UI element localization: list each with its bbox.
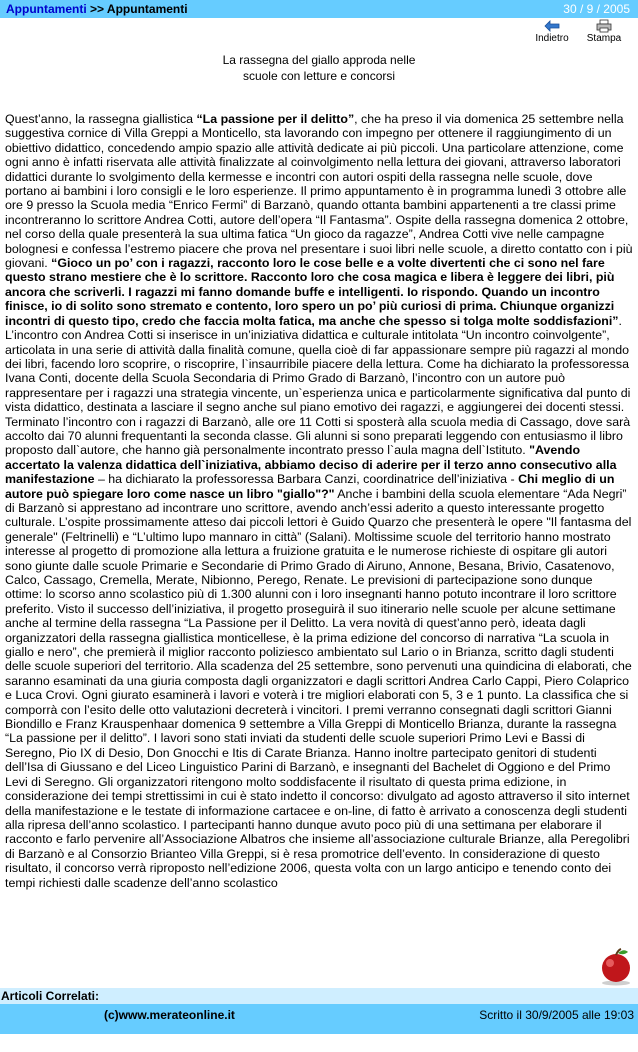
- breadcrumb: [6, 0, 188, 18]
- article-text: . L’incontro con Andrea Cotti si inserisce in un’iniziativa didattica e culturale intitolata “Un incontro coinvolgente”, articolata in una serie di attività dalla finalità comune, quella cioè di far appassionare sempre più ragazzi al mondo dei libri, facendo loro scoprire, o riscoprire, l`insaurribile piacere della lettura. Come ha dichiarato la professoressa Ivana Conti, docente della Scuola Secondaria di Primo Grado di Barzanò, l’incontro con un autore può rappresentare per i ragazzi una strategia vincente, un`esperienza unica e particolarmente significativa dal punto di vista didattico, destinata a lasciare il segno anche sul piano emotivo dei ragazzi, e aggiungerei dei docenti stessi. Terminato l’incontro con i ragazzi di Barzanò, alle ore 11 Cotti si sposterà alla scuola media di Cassago, dove sarà accolto dai 70 alunni frequentanti la seconda classe. Gli alunni si sono preparati leggendo con entusiasmo il libro proposto dall`autore, che hanno già personalmente incontrato presso l`aula magna dell`Istituto.: [5, 313, 631, 458]
- article-title-line-1: La rassegna del giallo approda nelle: [222, 53, 416, 67]
- article-quote: “La passione per il delitto”: [196, 112, 355, 126]
- article-toolbar: [530, 18, 630, 50]
- article-quote: "Avendo accertato la valenza didattica dell`iniziativa, abbiamo deciso di aderire per il terzo anno consecutivo alla manifestazione: [5, 443, 617, 487]
- article-title: [0, 52, 638, 84]
- related-articles-label: Articoli Correlati:: [1, 989, 100, 1003]
- header-date: 30 / 9 / 2005: [563, 2, 630, 16]
- article-text: – ha dichiarato la professoressa Barbara Canzi, coordinatrice dell’iniziativa -: [94, 472, 519, 487]
- print-button[interactable]: [582, 18, 626, 45]
- article-text: Quest’anno, la rassegna giallistica: [5, 112, 197, 126]
- footer-site[interactable]: (c)www.merateonline.it: [104, 1008, 235, 1022]
- back-label: Indietro: [535, 33, 569, 44]
- breadcrumb-separator: >>: [90, 2, 105, 16]
- article-text: Anche i bambini della scuola elementare “Ada Negri” di Barzanò si apprestano ad incontrare uno scrittore, avendo anch’essi aderito a questo interessante progetto culturale. L’ospite prossimamente atteso dai piccoli lettori è Guido Quarzo che presenterà le opere "Il fantasma del generale" (Feltrinelli) e “L’ultimo lupo mannaro in città” (Salani). Moltissime scuole del territorio hanno mostrato interesse al progetto di promozione alla lettura a fruizione gratuita e le numerose richieste di ospitare gli autori sono giunte dalle scuole Primarie e Secondarie di Primo Grado di Airuno, Annone, Besana, Brivio, Casatenovo, Calco, Cassago, Cremella, Merate, Nibionno, Perego, Renate. Le previsioni di partecipazione sono dunque ottime: lo scorso anno scolastico più di 1.300 alunni con i loro insegnanti hanno potuto incontrare il loro scrittore preferito. Visto il successo dell’iniziativa, il progetto proseguirà il suo itinerario nelle scuole per alcune settimane anche al termine della rassegna “La Passione per il Delitto. La vera novità di quest’anno però, ideata dagli organizzatori della rassegna giallistica monticellese, è la prima edizione del concorso di narrativa “La scuola in giallo e nero”, che premierà il miglior racconto poliziesco ambientato sul Lario o in Brianza, scritto dagli studenti delle scuole superiori del territorio. Alla scadenza del 25 settembre, sono pervenuti una quindicina di elaborati, che saranno esaminati da una giuria composta dagli organizzatori e dagli scrittori Andrea Carlo Cappi, Piero Colaprico e Luca Crovi. Ogni giurato esaminerà i lavori e voterà i tre migliori elaborati con 5, 3 e 1 punto. La classifica che si comporrà con l’esito delle otto valutazioni decreterà i vincitori. I premi verranno consegnati dagli scrittori Gianni Biondillo e Franz Krauspenhaar domenica 9 settembre a Villa Greppi di Monticello Brianza, durante la rassegna “La passione per il delitto”. I lavori sono stati inviati da studenti delle scuole superiori Primo Levi e Bassi di Seregno, Pio IX di Desio, Don Gnocchi e Itis di Carate Brianza. Hanno inoltre partecipato genitori di studenti dell’Isa di Giussano e del Liceo Linguistico Parini di Barzanò, e insegnanti del Bachelet di Oggiono e del Primo Levi di Seregno. Gli organizzatori ritengono molto soddisfacente il risultato di questa prima edizione, in considerazione dei tempi strettissimi in cui è stato indetto il concorso: divulgato ad agosto attraverso il sito internet della manifestazione e le testate di informazione cartacee e on-line, di fatto è arrivato a conoscenza degli studenti alla ripresa dell’anno scolastico. I partecipanti hanno dunque avuto poco più di una settimana per elaborare il racconto e farlo pervenire all’Associazione Albatros che insieme all’associazione culturale Brianze, alla Peregolibri di Barzanò e al Consorzio Brianteo Villa Greppi, si è resa promotrice dell’evento. In considerazione di questo risultato, il concorso verrà riproposto nell’edizione 2006, questa volta con un largo anticipo e tenendo conto dei tempi richiesti dalle scadenze dell’anno scolastico: [5, 486, 632, 890]
- back-arrow-icon: [544, 19, 560, 33]
- back-button[interactable]: [530, 18, 574, 45]
- footer-written-date: Scritto il 30/9/2005 alle 19:03: [479, 1008, 634, 1022]
- related-articles-bar: [0, 988, 638, 1004]
- apple-icon[interactable]: [596, 946, 636, 986]
- breadcrumb-current: Appuntamenti: [106, 2, 188, 16]
- printer-icon: [596, 19, 612, 33]
- breadcrumb-section-link[interactable]: Appuntamenti: [6, 2, 87, 16]
- article-body: [5, 112, 633, 970]
- article-quote: “Gioco un po’ con i ragazzi, racconto loro le cose belle e a volte divertenti che ci sono nel fare questo strano mestiere che è lo scrittore. Racconto loro che cosa magica e libera è leggere dei libri, più ancora che scriverli. I ragazzi mi fanno domande buffe e intelligenti. Io rispondo. Quando un incontro finisce, io di solito sono stremato e contento, loro spero un po’ più curiosi di prima. Chiunque organizzi incontri di questo tipo, credo che faccia molta fatica, ma anche che spesso si tolga molte soddisfazioni”: [5, 256, 619, 328]
- article-title-line-2: scuole con letture e concorsi: [242, 69, 396, 83]
- article-quote: Chi meglio di un autore può spiegare loro come nasce un libro "giallo"?": [5, 472, 615, 501]
- footer: [0, 1004, 638, 1034]
- print-label: Stampa: [586, 33, 622, 44]
- top-bar: [0, 0, 638, 18]
- article-text: , che ha preso il via domenica 25 settembre nella suggestiva cornice di Villa Greppi a Monticello, sta lavorando con impegno per ottenere il raggiungimento di un obiettivo didattico, concedendo ampio spazio alle attività dedicate ai più piccoli. Una particolare attenzione, come ogni anno è infatti riservata alle attività finalizzate al coinvolgimento nella lettura dei giovani, attraverso laboratori didattici durante lo svolgimento della kermesse e incontri con autori ospiti della rassegna nelle scuole, dove portano ai bambini i loro consigli e le loro esperienze. Il primo appuntamento è in programma lunedì 3 ottobre alle ore 9 presso la Scuola media “Enrico Fermi” di Barzanò, quando ottanta bambini appartenenti a tre classi prime incontreranno lo scrittore Andrea Cotti, autore dell’opera “Il Fantasma”. Ospite della rassegna domenica 2 ottobre, nel corso della quale presenterà la sua ultima fatica “Un gioco da ragazze”, Andrea Cotti vive nelle campagne bolognesi e confessa l’estremo piacere che prova nel presentare i suoi libri nelle scuole, a diretto contatto con i più giovani.: [5, 112, 633, 271]
